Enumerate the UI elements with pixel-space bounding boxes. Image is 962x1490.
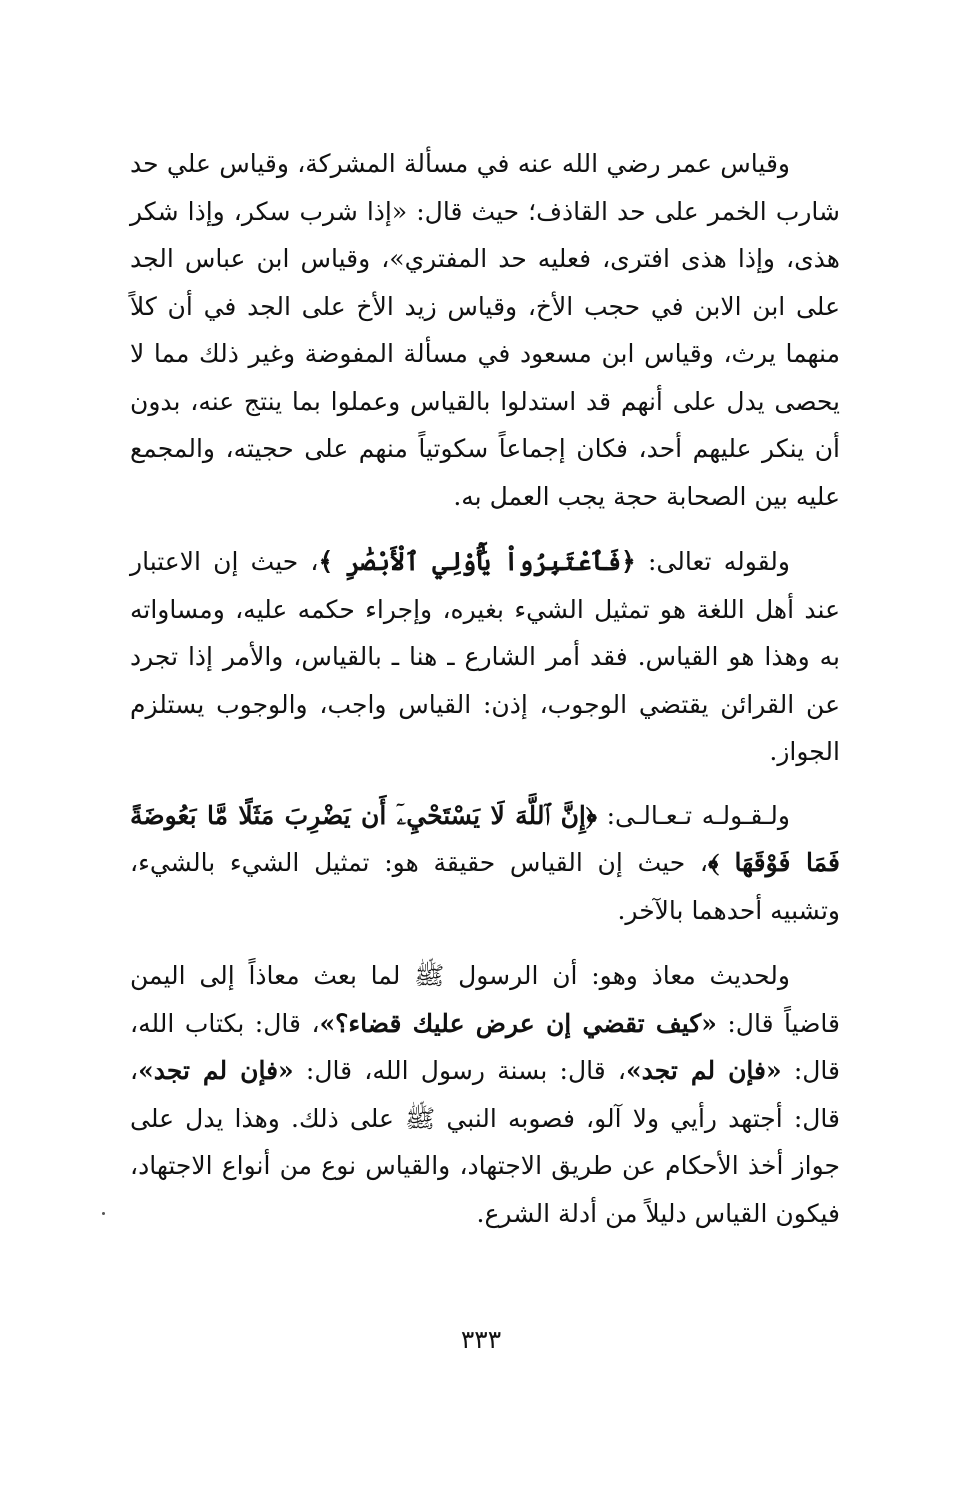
page-number: ٣٣٣ [460,1325,502,1354]
paragraph-text: ولـقـولـه تـعـالـى: [596,800,790,830]
paragraph-hadith-muadh [130,952,840,1237]
paragraph-text: وقياس عمر رضي الله عنه في مسألة المشركة، وقياس علي حد شارب الخمر على حد القاذف؛ حيث قال: «إذا شرب سكر، وإذا شكر هذى، وإذا هذى افترى، فعليه حد المفتري»، وقياس ابن عباس الجد على ابن الابن في حجب الأخ، وقياس زيد الأخ على الجد في أن كلاً منهما يرث، وقياس ابن مسعود في مسألة المفوضة وغير ذلك مما لا يحصى يدل على أنهم قد استدلوا بالقياس وعملوا بما ينتج عنه، بدون أن ينكر عليهم أحد، فكان إجماعاً سكوتياً منهم على حجيته، والمجمع عليه بين الصحابة حجة يجب العمل به. [130,149,840,511]
paragraph-text: ولحديث معاذ وهو: أن الرسول ﷺ لما بعث معاذاً إلى اليمن قاضياً قال: [130,961,840,1038]
paragraph-companions-analogy [130,140,840,520]
quran-verse: ﴿إِنَّ ٱللَّهَ لَا يَسْتَحْيِۦٓ أَن يَضْرِبَ مَثَلًا مَّا بَعُوضَةً فَمَا فَوْقَهَا ﴾ [130,800,840,877]
hadith-quote: «فإن لم تجد» [138,1056,294,1085]
paragraph-quran-itibar [130,538,840,776]
paragraph-text: ، حيث إن القياس حقيقة هو: تمثيل الشيء بالشيء، وتشبيه أحدهما بالآخر. [130,848,840,925]
paragraph-quran-mathal [130,792,840,935]
quran-verse: ﴿فَٱعْتَبِرُواْ يَٰٓأُوْلِي ٱلْأَبْصَٰرِ ﴾ [318,547,636,576]
paragraph-text: ، حيث إن الاعتبار عند أهل اللغة هو تمثيل الشيء بغيره، وإجراء حكمه عليه، ومساواته به وهذا هو القياس. فقد أمر الشارع ـ هنا ـ بالقياس، والأمر إذا تجرد عن القرائن يقتضي الوجوب، إذن: القياس واجب، والوجوب يستلزم الجواز. [130,547,840,766]
scan-speck [102,1212,105,1215]
hadith-quote: «كيف تقضي إن عرض عليك قضاء؟» [319,1008,717,1038]
paragraph-text: ، قال: أجتهد رأيي ولا آلو، فصوبه النبي ﷺ على ذلك. وهذا يدل على جواز أخذ الأحكام عن طريق الاجتهاد، والقياس نوع من أنواع الاجتهاد، فيكون القياس دليلاً من أدلة الشرع. [130,1056,840,1228]
paragraph-text: ، قال: بسنة رسول الله، قال: [293,1056,627,1085]
paragraph-text: ولقوله تعالى: [635,547,790,576]
paragraph-text: ، قال: بكتاب الله، قال: [130,1008,840,1085]
hadith-quote: «فإن لم تجد» [626,1056,782,1085]
main-text [130,140,840,1237]
